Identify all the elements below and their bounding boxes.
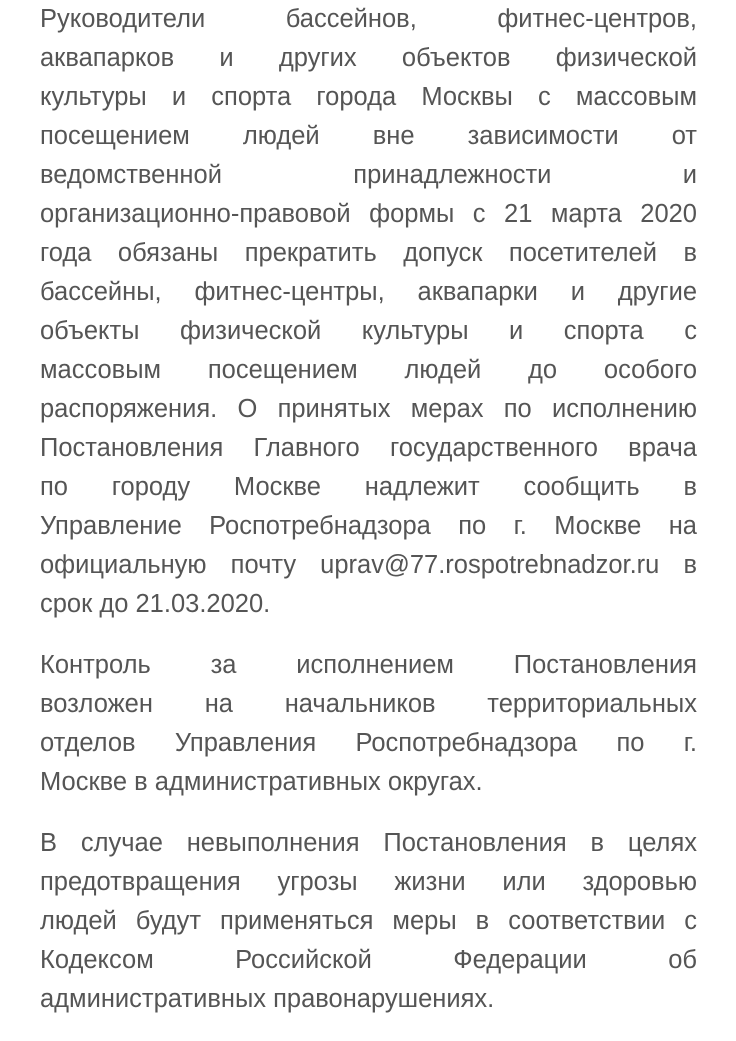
text-line: Управление Роспотребнадзора по г. Москве на <box>40 512 697 540</box>
text-line: бассейны, фитнес-центры, аквапарки и другие <box>40 278 697 306</box>
text-line: предотвращения угрозы жизни или здоровью <box>40 868 697 896</box>
text-line: Москве в административных округах. <box>40 768 483 796</box>
text-line: организационно-правовой формы с 21 марта 2020 <box>40 200 697 228</box>
text-line: Кодексом Российской Федерации об <box>40 946 697 974</box>
text-line: Контроль за исполнением Постановления <box>40 651 697 679</box>
text-line: распоряжения. О принятых мерах по исполнению <box>40 395 697 423</box>
text-line: возложен на начальников территориальных <box>40 690 697 718</box>
document-body <box>40 0 697 1041</box>
text-line: Руководители бассейнов, фитнес-центров, <box>40 5 697 33</box>
text-line: культуры и спорта города Москвы с массовым <box>40 83 697 111</box>
text-line: ведомственной принадлежности и <box>40 161 697 189</box>
text-line: массовым посещением людей до особого <box>40 356 697 384</box>
text-line: Постановления Главного государственного врача <box>40 434 697 462</box>
text-line: административных правонарушениях. <box>40 985 495 1013</box>
text-line: посещением людей вне зависимости от <box>40 122 697 150</box>
paragraph <box>40 646 697 802</box>
text-line: срок до 21.03.2020. <box>40 590 271 618</box>
text-line: года обязаны прекратить допуск посетителей в <box>40 239 697 267</box>
text-line: отделов Управления Роспотребнадзора по г. <box>40 729 697 757</box>
text-line: объекты физической культуры и спорта с <box>40 317 697 345</box>
text-line: людей будут применяться меры в соответствии с <box>40 907 697 935</box>
paragraph <box>40 0 697 624</box>
text-line: В случае невыполнения Постановления в целях <box>40 829 697 857</box>
text-line: по городу Москве надлежит сообщить в <box>40 473 697 501</box>
paragraph <box>40 824 697 1019</box>
text-line: аквапарков и других объектов физической <box>40 44 697 72</box>
text-line: официальную почту uprav@77.rospotrebnadzor.ru в <box>40 551 697 579</box>
